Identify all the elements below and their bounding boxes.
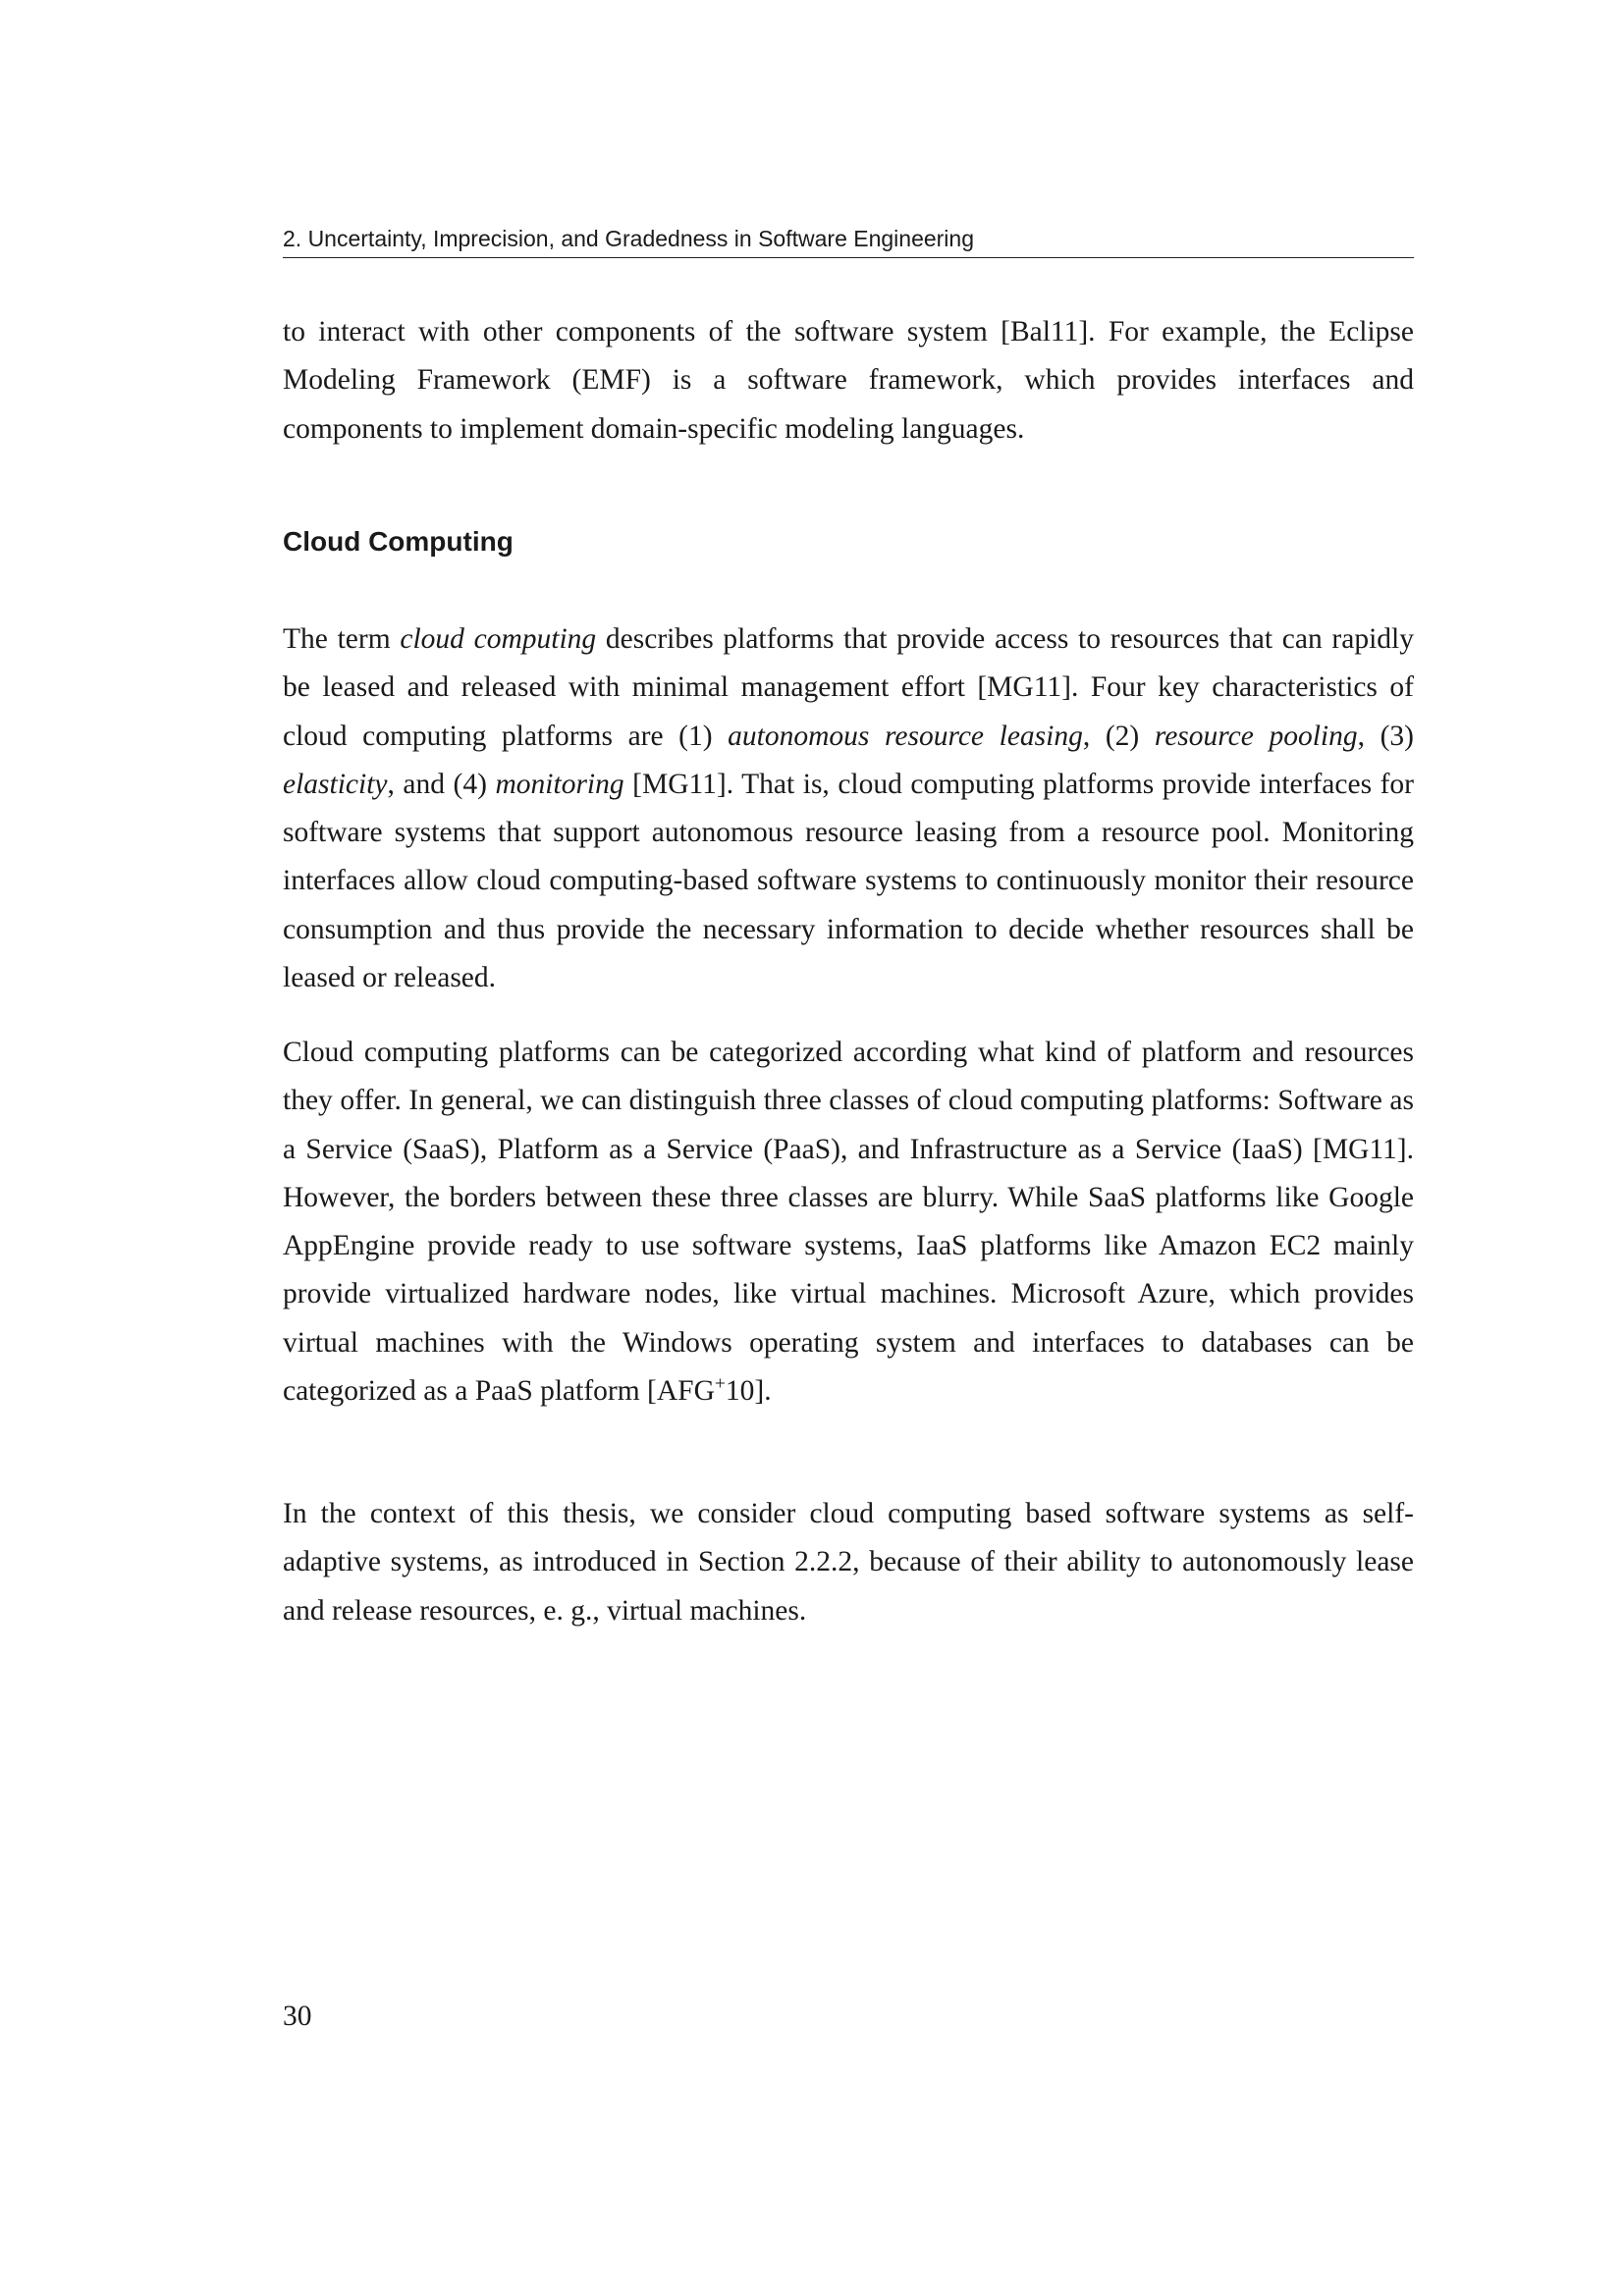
text-span: The term <box>283 623 401 655</box>
text-span: [MG11]. That is, cloud computing platforms provide interfaces for software systems that support autonomous resource leasing from a resource pool. Monitoring interfaces allow cloud computing-based software systems to continuously monitor their resource consumption and thus provide the necessary information to decide whether resources shall be leased or released. <box>283 768 1414 994</box>
thesis-context-paragraph: In the context of this thesis, we consider cloud computing based software systems as self-adaptive systems, as introduced in Section 2.2.2, because of their ability to autonomously lease and release resources, e. g., virtual machines. <box>283 1498 1414 1627</box>
characteristic-term: monitoring <box>495 768 624 800</box>
text-span: , (2) <box>1082 720 1155 752</box>
page-number: 30 <box>283 2001 312 2032</box>
text-span: describes platforms that provide access to resources that can rapidly be leased and released with minimal management effort [MG11]. Four key characteristics of cloud computing platforms are (1) <box>283 623 1414 752</box>
text-span: , and (4) <box>387 768 496 800</box>
text-span: Cloud computing platforms can be categorized according what kind of platform and resources they offer. In general, we can distinguish three classes of cloud computing platforms: Software as a Service (SaaS), Platform as a Service (PaaS), and Infrastructure as a Service (IaaS) [MG11]. However, the borders between these three classes are blurry. While SaaS platforms like Google AppEngine provide ready to use software systems, IaaS platforms like Amazon EC2 mainly provide virtualized hardware nodes, like virtual machines. Microsoft Azure, which provides virtual machines with the Windows operating system and interfaces to databases can be categorized as a PaaS platform [AFG <box>283 1037 1414 1408</box>
cloud-definition-paragraph <box>283 615 1414 1002</box>
characteristic-term: autonomous resource leasing <box>728 720 1083 752</box>
characteristic-term: resource pooling <box>1154 720 1358 752</box>
chapter-title: 2. Uncertainty, Imprecision, and Gradedness in Software Engineering <box>283 226 975 251</box>
citation-superscript: + <box>714 1373 726 1395</box>
text-span: , (3) <box>1357 720 1414 752</box>
section-heading: Cloud Computing <box>283 526 514 557</box>
characteristic-term: elasticity <box>283 768 388 800</box>
emphasized-term: cloud computing <box>400 623 597 655</box>
running-header <box>283 220 1414 258</box>
intro-paragraph: to interact with other components of the software system [Bal11]. For example, the Eclipse Modeling Framework (EMF) is a software framework, which provides interfaces and components to implement domain-specific modeling languages. <box>283 316 1414 445</box>
text-span: 10]. <box>725 1375 772 1408</box>
cloud-classes-paragraph <box>283 1029 1414 1415</box>
